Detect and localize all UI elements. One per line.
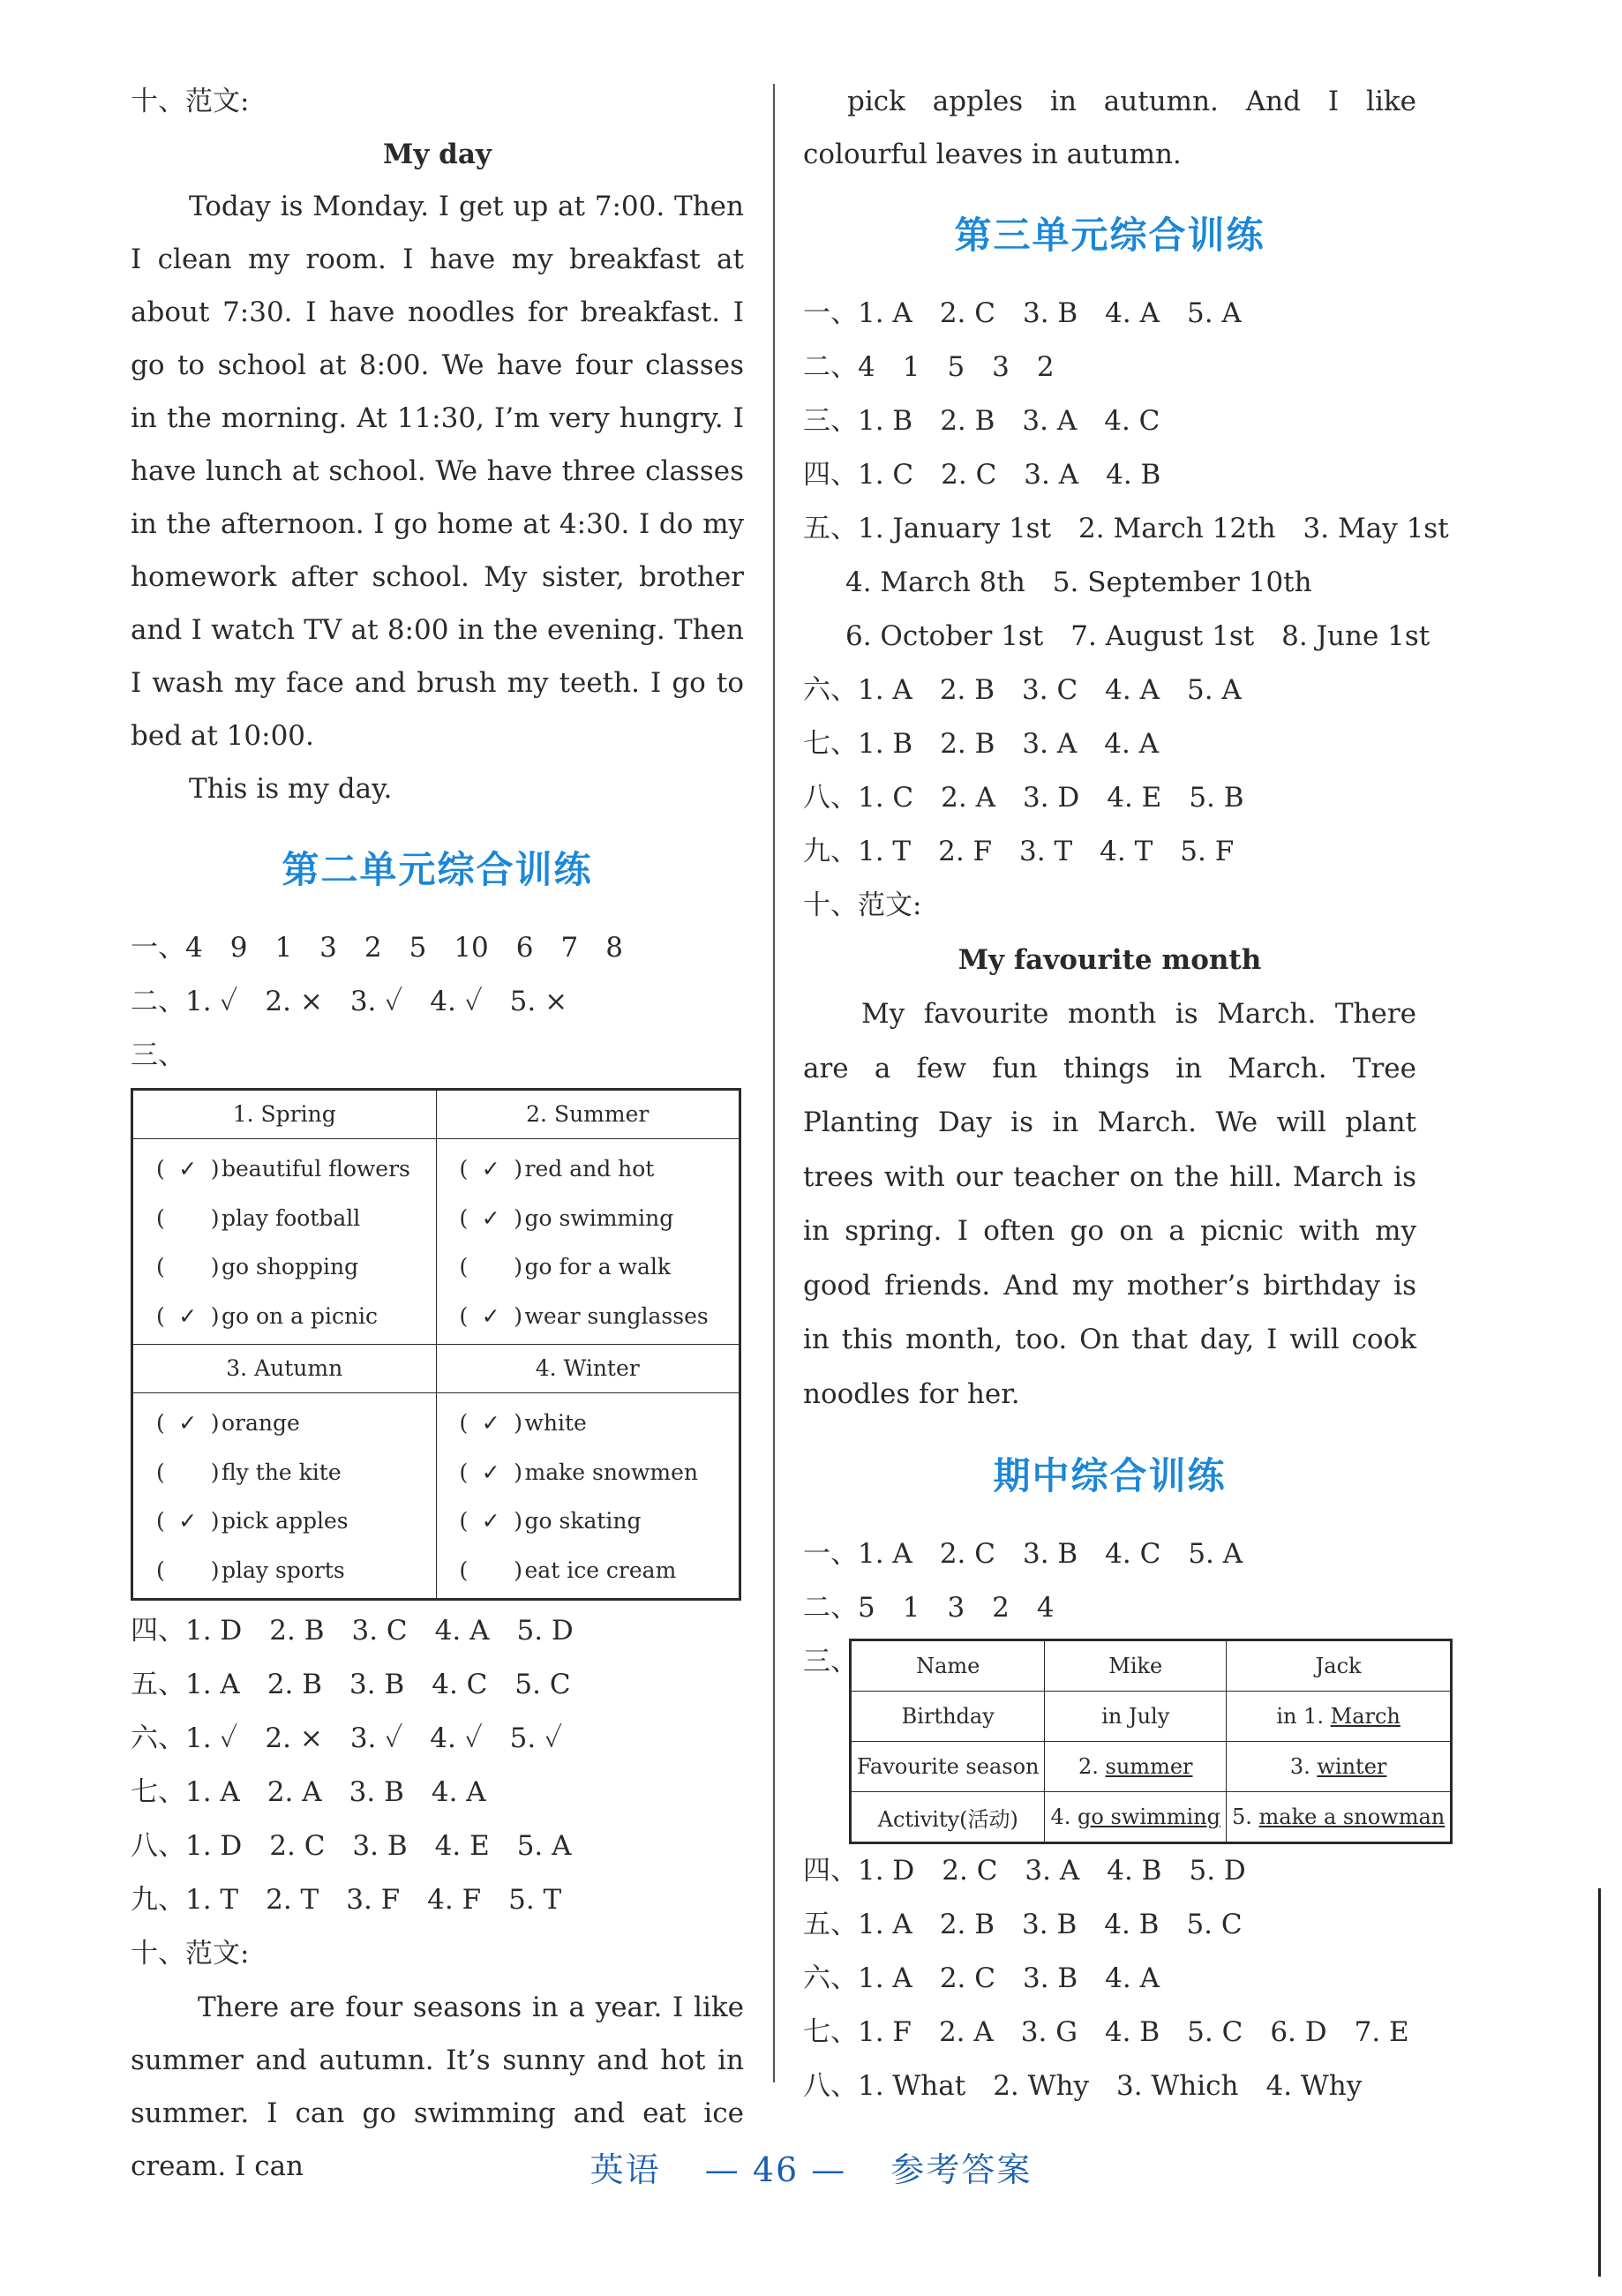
list-item: ( ✓ ) make snowmen [459, 1459, 698, 1485]
footer-subject: 英语 [589, 2150, 661, 2189]
u2-answer-7: 七、1. A 2. A 3. B 4. A [131, 1776, 486, 1808]
table-cell: Birthday [851, 1692, 1045, 1742]
summer-items [436, 1139, 740, 1345]
right-column [803, 75, 1449, 2113]
u3-answer-5c: 6. October 1st 7. August 1st 8. June 1st [845, 620, 1431, 652]
u3-answer-10: 十、范文: [803, 889, 922, 921]
mid-answer-2: 二、5 1 3 2 4 [803, 1592, 1055, 1624]
table-head-autumn: 3. Autumn [132, 1345, 437, 1393]
u2-answer-9: 九、1. T 2. T 3. F 4. F 5. T [131, 1884, 562, 1916]
u3-answer-6: 六、1. A 2. B 3. C 4. A 5. A [803, 674, 1242, 706]
u3-answer-9: 九、1. T 2. F 3. T 4. T 5. F [803, 836, 1235, 867]
essay-my-day-body: Today is Monday. I get up at 7:00. Then I clean my room. I have my breakfast at about 7:30. I have noodles for breakfast. I go to school at 8:00. We have four classes in the morning. At 11:30, I’m very hungry. I have lunch at school. We have three classes in the afternoon. I go home at 4:30. I do my homework after school. My sister, brother and I watch TV at 8:00 in the evening. Then I wash my face and brush my teeth. I go to bed at 10:00. [131, 191, 744, 752]
list-item: ( ) play football [156, 1204, 361, 1231]
essay-my-day-closing: This is my day. [189, 773, 393, 805]
u3-answer-7: 七、1. B 2. B 3. A 4. A [803, 728, 1160, 760]
essay-seasons-continued: pick apples in autumn. And I like colourful leaves in autumn. [803, 86, 1416, 170]
u2-answer-10: 十、范文: [131, 1938, 250, 1970]
mid-answer-6: 六、1. A 2. C 3. B 4. A [803, 1962, 1160, 1994]
list-item: ( ✓ ) red and hot [459, 1156, 655, 1182]
footer-section: 参考答案 [890, 2150, 1033, 2189]
spring-items [132, 1139, 437, 1345]
column-divider [773, 84, 775, 2082]
u2-answer-5: 五、1. A 2. B 3. B 4. C 5. C [131, 1669, 571, 1700]
mid-answer-8: 八、1. What 2. Why 3. Which 4. Why [803, 2070, 1363, 2102]
mid-answer-3-label: 三、 [803, 1646, 858, 1677]
u3-answer-1: 一、1. A 2. C 3. B 4. A 5. A [803, 297, 1242, 329]
list-item: ( ) go for a walk [459, 1254, 672, 1279]
table-cell: Mike [1045, 1640, 1227, 1692]
u3-answer-4: 四、1. C 2. C 3. A 4. B [803, 459, 1161, 491]
u2-answer-3: 三、 [131, 1039, 185, 1071]
mid-answer-3 [803, 1635, 1446, 1844]
table-cell: Activity(活动) [851, 1792, 1045, 1843]
list-item: ( ) play sports [156, 1557, 345, 1583]
list-item: ( ) eat ice cream [459, 1557, 677, 1583]
list-item: ( ✓ ) white [459, 1410, 587, 1436]
table-head-winter: 4. Winter [436, 1345, 740, 1393]
mid-answer-7: 七、1. F 2. A 3. G 4. B 5. C 6. D 7. E [803, 2016, 1409, 2048]
mid-answer-4: 四、1. D 2. C 3. A 4. B 5. D [803, 1855, 1246, 1887]
list-item: ( ✓ ) go swimming [459, 1204, 674, 1231]
table-cell: Jack [1227, 1640, 1452, 1692]
section-10-label: 十、范文: [131, 86, 250, 117]
season-activity-table [131, 1088, 741, 1601]
left-column [131, 75, 744, 2193]
unit-3-heading: 第三单元综合训练 [954, 214, 1265, 257]
essay-seasons-body: There are four seasons in a year. I like summer and autumn. It’s sunny and hot in summer. I can go swimming and eat ice cream. I can [131, 1992, 744, 2182]
table-cell: 5. make a snowman [1227, 1792, 1452, 1843]
table-cell: in 1. March [1227, 1692, 1452, 1742]
table-cell: 3. winter [1227, 1742, 1452, 1792]
birthday-season-table [849, 1639, 1453, 1844]
essay-title-favourite-month: My favourite month [957, 944, 1262, 976]
u3-answer-2: 二、4 1 5 3 2 [803, 351, 1055, 383]
essay-favourite-month-body: My favourite month is March. There are a few fun things in March. Tree Planting Day is in March. We will plant trees with our teacher on the hill. March is in spring. I often go on a picnic with my good friends. And my mother’s birthday is in this month, too. On that day, I will cook noodles for her. [803, 998, 1416, 1410]
mid-answer-5: 五、1. A 2. B 3. B 4. B 5. C [803, 1909, 1243, 1940]
list-item: ( ✓ ) go skating [459, 1508, 642, 1534]
page-number: — 46 — [704, 2150, 847, 2189]
u3-answer-5a: 五、1. January 1st 2. March 12th 3. May 1st [803, 513, 1449, 544]
midterm-heading: 期中综合训练 [993, 1454, 1227, 1497]
list-item: ( ✓ ) beautiful flowers [156, 1156, 410, 1182]
table-head-spring: 1. Spring [132, 1090, 437, 1139]
u2-answer-8: 八、1. D 2. C 3. B 4. E 5. A [131, 1830, 572, 1862]
table-cell: 2. summer [1045, 1742, 1227, 1792]
table-head-summer: 2. Summer [436, 1090, 740, 1139]
list-item: ( ✓ ) pick apples [156, 1508, 349, 1534]
mid-answer-1: 一、1. A 2. C 3. B 4. C 5. A [803, 1538, 1243, 1570]
autumn-items [132, 1393, 437, 1600]
u2-answer-2: 二、1. ✓ 2. × 3. ✓ 4. ✓ 5. × [131, 986, 568, 1017]
list-item: ( ✓ ) orange [156, 1410, 300, 1436]
page-footer [0, 2142, 1622, 2191]
list-item: ( ✓ ) wear sunglasses [459, 1302, 709, 1329]
list-item: ( ✓ ) go on a picnic [156, 1302, 379, 1329]
essay-title-my-day: My day [383, 139, 492, 170]
u3-answer-3: 三、1. B 2. B 3. A 4. C [803, 405, 1160, 437]
winter-items [436, 1393, 740, 1600]
table-cell: 4. go swimming [1045, 1792, 1227, 1843]
list-item: ( ) go shopping [156, 1254, 359, 1279]
u3-answer-8: 八、1. C 2. A 3. D 4. E 5. B [803, 782, 1244, 814]
u2-answer-4: 四、1. D 2. B 3. C 4. A 5. D [131, 1615, 574, 1647]
table-cell: in July [1045, 1692, 1227, 1742]
table-cell: Name [851, 1640, 1045, 1692]
u2-answer-6: 六、1. ✓ 2. × 3. ✓ 4. ✓ 5. ✓ [131, 1722, 563, 1754]
list-item: ( ) fly the kite [156, 1459, 342, 1485]
u3-answer-5b: 4. March 8th 5. September 10th [845, 566, 1312, 598]
page-edge-line [1598, 1888, 1601, 2277]
unit-2-heading: 第二单元综合训练 [282, 848, 593, 891]
table-cell: Favourite season [851, 1742, 1045, 1792]
u2-answer-1: 一、4 9 1 3 2 5 10 6 7 8 [131, 932, 623, 964]
